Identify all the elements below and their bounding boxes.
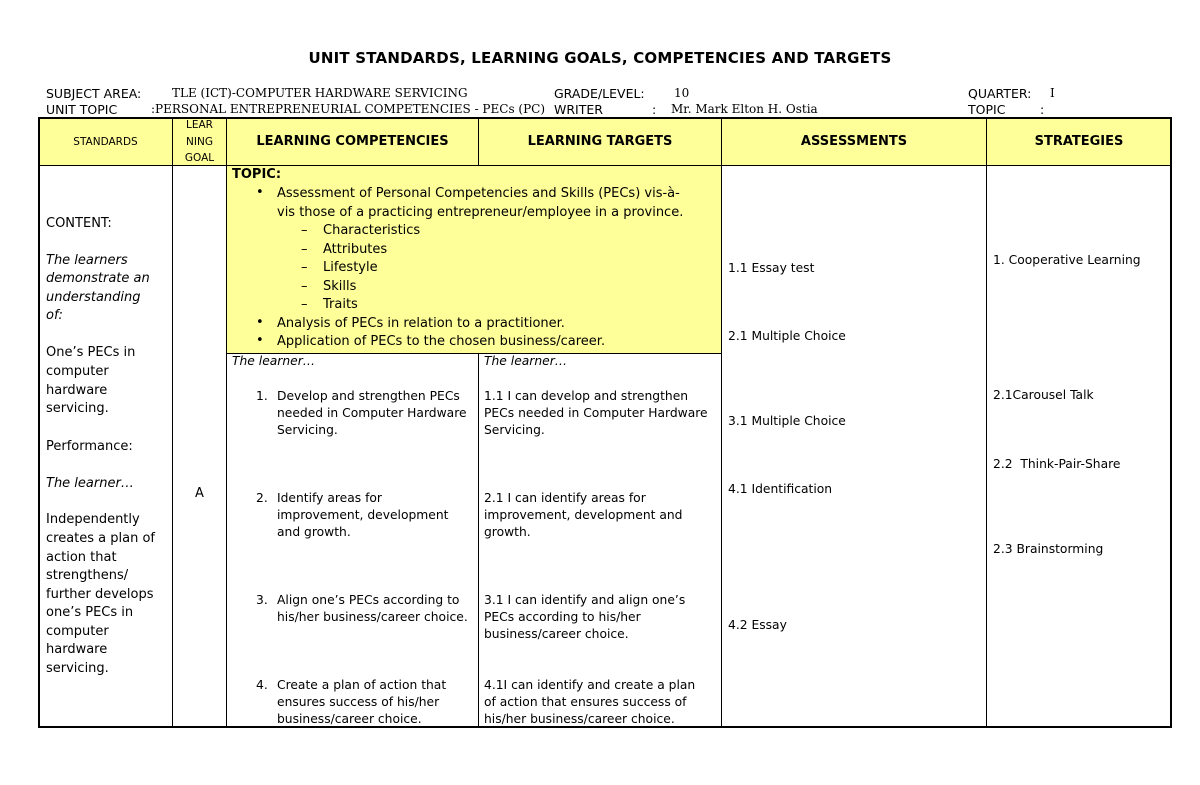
- assessment-item: 3.1 Multiple Choice: [728, 414, 846, 428]
- competency-number: 1.: [256, 389, 268, 403]
- performance-text: action that: [46, 550, 117, 565]
- strategy-item: 1. Cooperative Learning: [993, 253, 1141, 267]
- header-targets: LEARNING TARGETS: [527, 134, 673, 149]
- header-row-divider: [39, 165, 1171, 166]
- bullet-icon: •: [256, 185, 264, 200]
- topic-bullet: Analysis of PECs in relation to a practitioner.: [277, 316, 565, 331]
- competency-number: 4.: [256, 678, 268, 692]
- competency-item: Align one’s PECs according to: [277, 593, 460, 607]
- writer-value: Mr. Mark Elton H. Ostia: [671, 102, 818, 116]
- dash-icon: –: [301, 260, 308, 275]
- competency-item: his/her business/career choice.: [277, 610, 468, 624]
- competency-item: needed in Computer Hardware: [277, 406, 467, 420]
- topic-sub-item: Lifestyle: [323, 260, 378, 275]
- writer-colon: :: [652, 102, 657, 117]
- performance-text: Independently: [46, 512, 140, 527]
- competency-item: Servicing.: [277, 423, 338, 437]
- performance-text: strengthens/: [46, 568, 129, 583]
- content-text: computer: [46, 364, 109, 379]
- topic-sub-item: Characteristics: [323, 223, 421, 238]
- targets-intro: The learner…: [484, 354, 568, 368]
- target-item: of action that ensures success of: [484, 695, 687, 709]
- target-item: PECs according to his/her: [484, 610, 641, 624]
- target-item: growth.: [484, 525, 531, 539]
- grade-label: GRADE/LEVEL:: [554, 86, 645, 101]
- dash-icon: –: [301, 297, 308, 312]
- strategy-item: 2.1Carousel Talk: [993, 388, 1094, 402]
- performance-text: computer: [46, 624, 109, 639]
- target-item: 3.1 I can identify and align one’s: [484, 593, 686, 607]
- competency-item: business/career choice.: [277, 712, 422, 726]
- topic-bullet: Application of PECs to the chosen business/career.: [277, 334, 606, 349]
- col-divider: [478, 353, 479, 727]
- unit-topic-label: UNIT TOPIC: [46, 102, 118, 117]
- topic-sub-item: Attributes: [323, 242, 388, 257]
- writer-label: WRITER: [554, 102, 603, 117]
- competency-item: ensures success of his/her: [277, 695, 440, 709]
- dash-icon: –: [301, 242, 308, 257]
- competencies-intro: The learner…: [232, 354, 316, 368]
- quarter-value: I: [1050, 86, 1055, 100]
- topic-bullet: vis those of a practicing entrepreneur/employee in a province.: [277, 205, 684, 220]
- quarter-label: QUARTER:: [968, 86, 1032, 101]
- competency-item: Identify areas for: [277, 491, 382, 505]
- content-text: hardware: [46, 383, 108, 398]
- performance-text: one’s PECs in: [46, 605, 134, 620]
- competency-item: Develop and strengthen PECs: [277, 389, 460, 403]
- header-competencies: LEARNING COMPETENCIES: [256, 134, 449, 149]
- target-item: his/her business/career choice.: [484, 712, 675, 726]
- header-standards: STANDARDS: [73, 135, 138, 148]
- target-item: improvement, development and: [484, 508, 683, 522]
- content-intro: demonstrate an: [46, 271, 150, 286]
- content-intro: of:: [46, 308, 63, 323]
- col-divider: [721, 118, 722, 727]
- topic-sub-item: Skills: [323, 279, 357, 294]
- assessment-item: 4.2 Essay: [728, 618, 787, 632]
- bullet-icon: •: [256, 333, 264, 348]
- header-strategies: STRATEGIES: [1034, 134, 1124, 149]
- performance-label: Performance:: [46, 439, 133, 454]
- grade-value: 10: [674, 86, 690, 100]
- strategy-item: 2.3 Brainstorming: [993, 542, 1104, 556]
- competency-item: improvement, development: [277, 508, 449, 522]
- target-item: business/career choice.: [484, 627, 629, 641]
- competency-item: and growth.: [277, 525, 351, 539]
- competency-number: 3.: [256, 593, 268, 607]
- topic-colon: :: [1040, 102, 1045, 117]
- content-intro: The learners: [46, 253, 128, 268]
- learning-goal-value: A: [195, 486, 204, 501]
- topic-sub-item: Traits: [323, 297, 358, 312]
- competency-item: Create a plan of action that: [277, 678, 447, 692]
- col-divider: [986, 118, 987, 727]
- topic-label: TOPIC:: [232, 167, 282, 182]
- col-divider: [226, 118, 227, 727]
- header-learning-goal-3: GOAL: [184, 152, 215, 164]
- subject-area-value: TLE (ICT)-COMPUTER HARDWARE SERVICING: [172, 86, 468, 100]
- performance-text: creates a plan of: [46, 531, 156, 546]
- assessment-item: 2.1 Multiple Choice: [728, 329, 846, 343]
- col-divider: [172, 118, 173, 727]
- assessment-item: 1.1 Essay test: [728, 261, 815, 275]
- target-item: 2.1 I can identify areas for: [484, 491, 646, 505]
- document-title: UNIT STANDARDS, LEARNING GOALS, COMPETENCIES AND TARGETS: [308, 49, 892, 67]
- header-learning-goal-2: NING: [186, 136, 213, 148]
- content-text: One’s PECs in: [46, 345, 136, 360]
- target-item: Servicing.: [484, 423, 545, 437]
- topic-label: TOPIC: [968, 102, 1006, 117]
- topic-bullet: Assessment of Personal Competencies and Skills (PECs) vis-à-: [277, 186, 680, 201]
- subject-area-label: SUBJECT AREA:: [46, 86, 142, 101]
- content-text: servicing.: [46, 401, 109, 416]
- unit-topic-value: :PERSONAL ENTREPRENEURIAL COMPETENCIES - PECs (PC): [151, 102, 546, 116]
- performance-text: servicing.: [46, 661, 109, 676]
- strategy-item: 2.2 Think-Pair-Share: [993, 457, 1121, 471]
- content-label: CONTENT:: [46, 216, 112, 231]
- content-intro: understanding: [46, 290, 141, 305]
- performance-text: further develops: [46, 587, 154, 602]
- performance-text: hardware: [46, 642, 108, 657]
- dash-icon: –: [301, 279, 308, 294]
- bullet-icon: •: [256, 315, 264, 330]
- target-item: PECs needed in Computer Hardware: [484, 406, 708, 420]
- target-item: 4.1I can identify and create a plan: [484, 678, 696, 692]
- competency-number: 2.: [256, 491, 268, 505]
- target-item: 1.1 I can develop and strengthen: [484, 389, 689, 403]
- performance-intro: The learner…: [46, 476, 134, 491]
- dash-icon: –: [301, 223, 308, 238]
- header-learning-goal-1: LEAR: [186, 119, 213, 131]
- assessment-item: 4.1 Identification: [728, 482, 833, 496]
- header-assessments: ASSESSMENTS: [800, 134, 908, 149]
